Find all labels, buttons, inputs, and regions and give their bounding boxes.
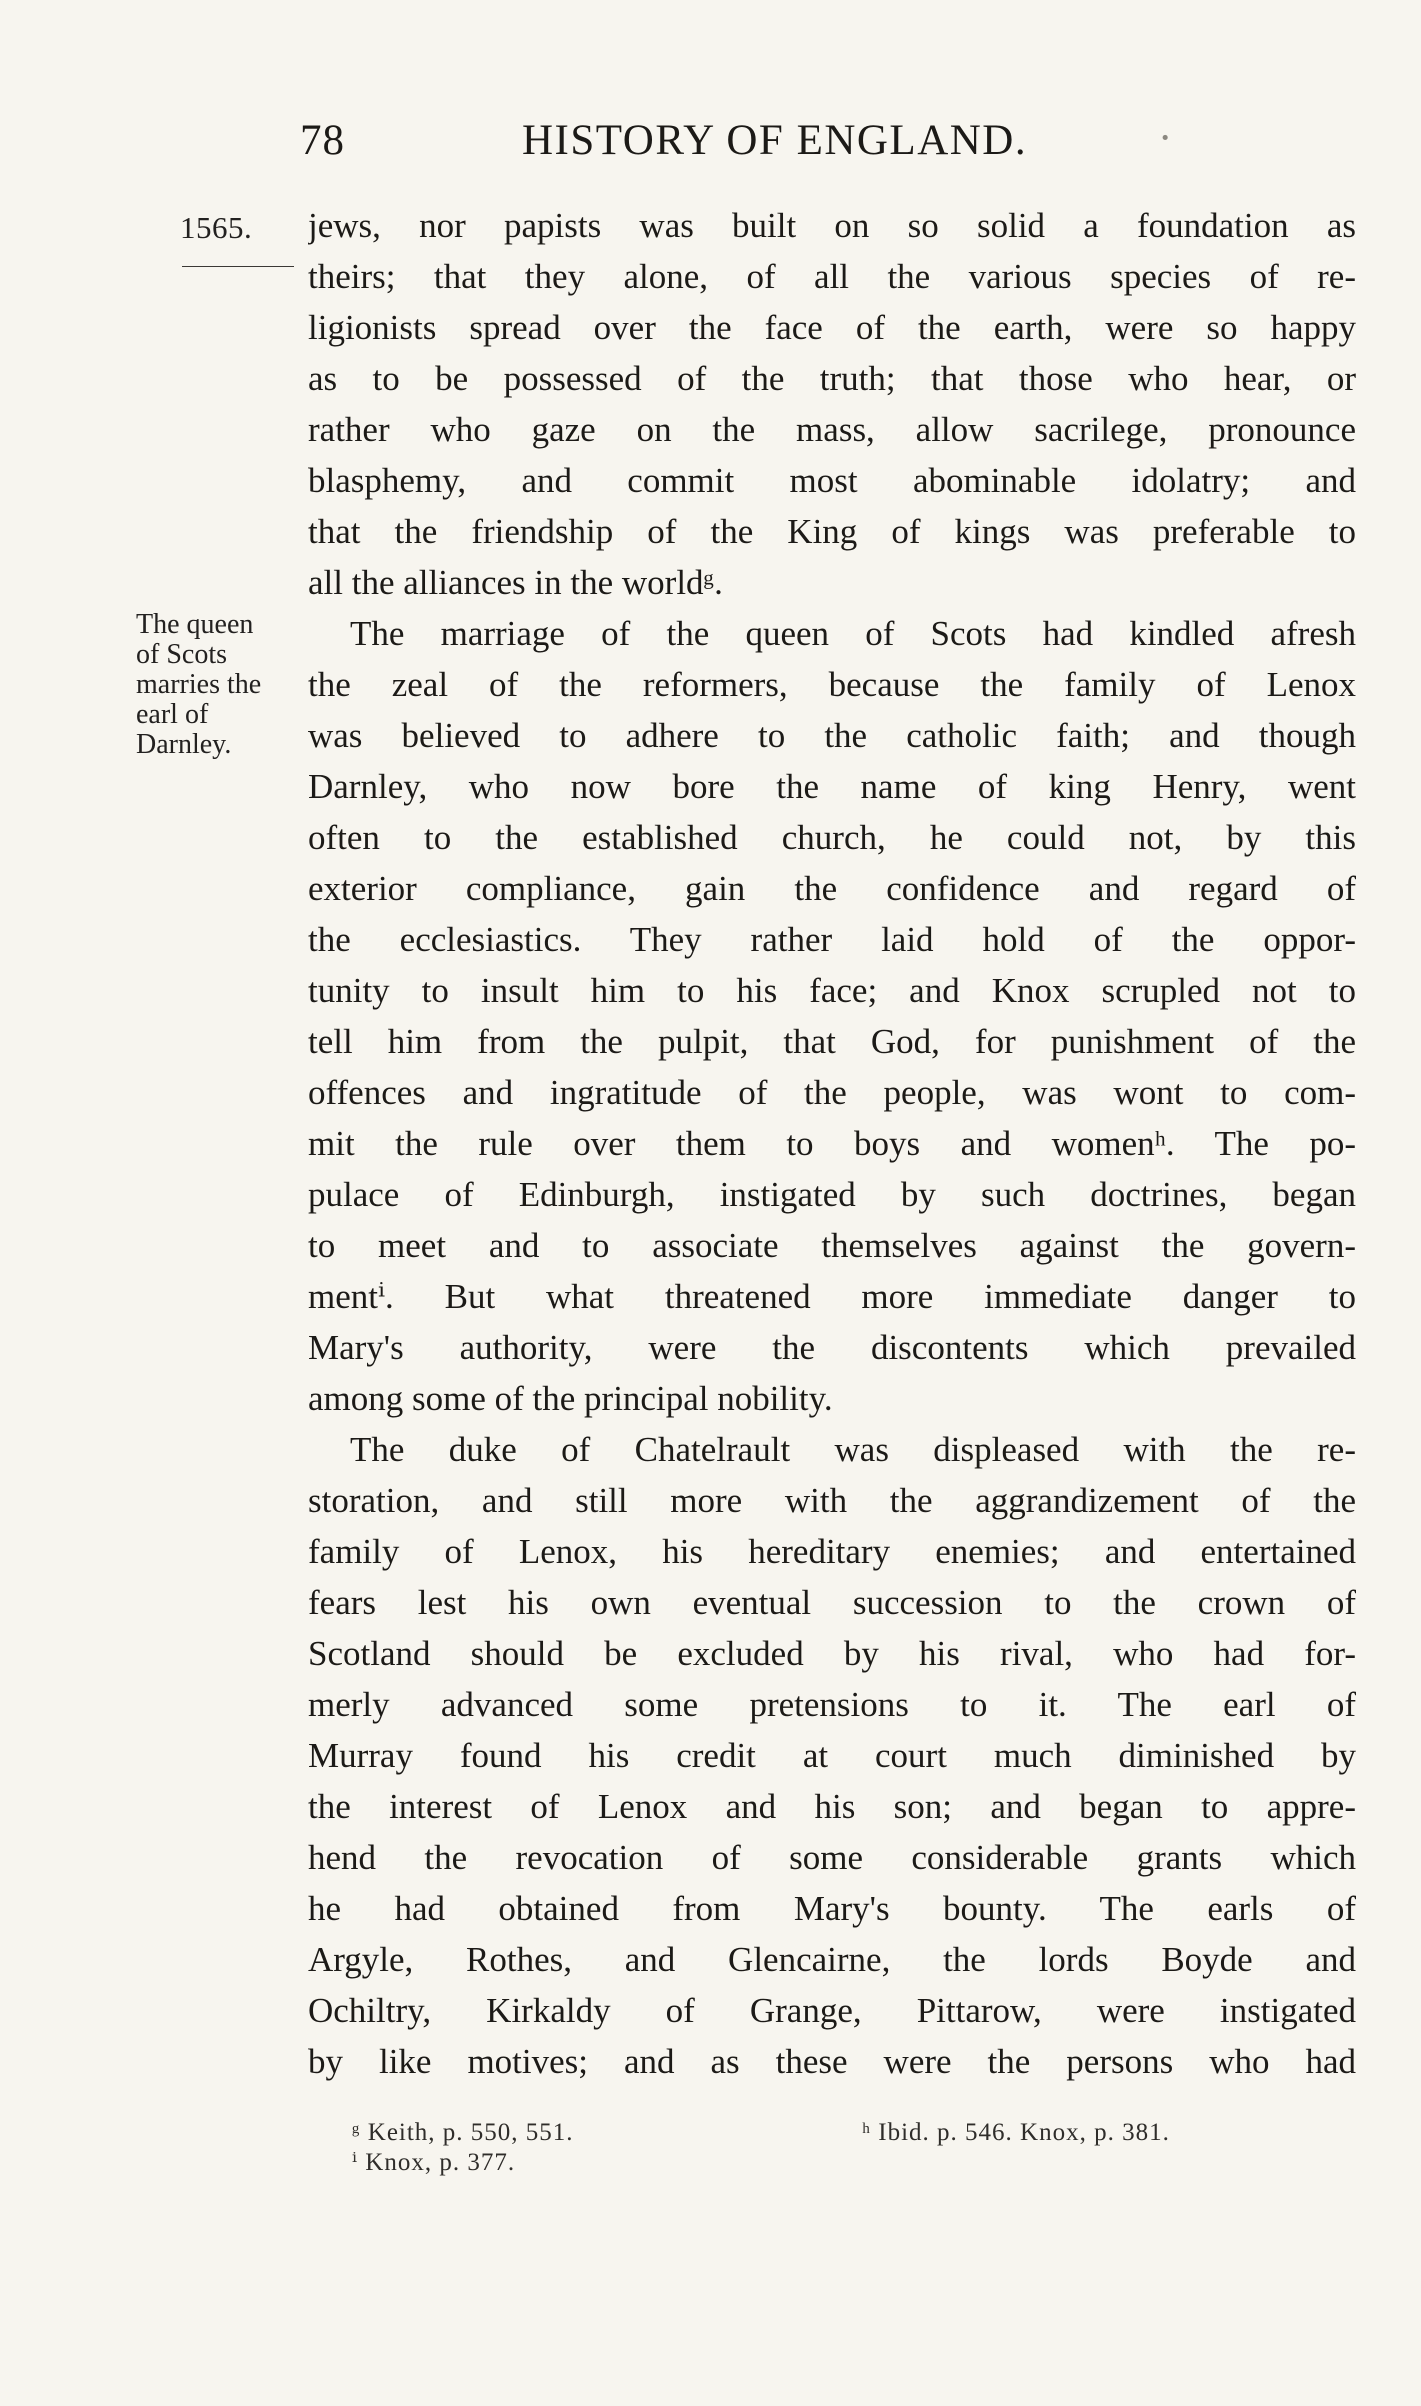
footnote-g: ᵍ Keith, p. 550, 551.	[352, 2119, 574, 2146]
header-mark: ·	[1158, 115, 1174, 162]
side-note-line: of Scots	[136, 639, 227, 670]
text-line: tunity to insult him to his face; and Knox scrupled not to	[308, 971, 1356, 1010]
text-line: Darnley, who now bore the name of king Henry, went	[308, 767, 1356, 806]
text-line: hend the revocation of some considerable grants which	[308, 1838, 1356, 1877]
text-line: theirs; that they alone, of all the various species of re-	[308, 257, 1356, 296]
text-line: offences and ingratitude of the people, was wont to com-	[308, 1073, 1356, 1112]
side-note-line: The queen	[136, 609, 254, 640]
text-line: to meet and to associate themselves against the govern-	[308, 1226, 1356, 1265]
text-line: was believed to adhere to the catholic faith; and though	[308, 716, 1356, 755]
text-line: fears lest his own eventual succession to the crown of	[308, 1583, 1356, 1622]
text-line: Mary's authority, were the discontents which prevailed	[308, 1328, 1356, 1367]
paragraph-1	[308, 200, 1356, 608]
text-line: family of Lenox, his hereditary enemies; and entertained	[308, 1532, 1356, 1571]
text-line: he had obtained from Mary's bounty. The earls of	[308, 1889, 1356, 1928]
text-line: as to be possessed of the truth; that those who hear, or	[308, 359, 1356, 398]
side-note-line: marries the	[136, 669, 262, 700]
text-line: Scotland should be excluded by his rival, who had for-	[308, 1634, 1356, 1673]
text-line: the interest of Lenox and his son; and began to appre-	[308, 1787, 1356, 1826]
paragraph-2	[308, 608, 1356, 1424]
side-margin-note	[136, 610, 284, 760]
footnote-row	[352, 2118, 1302, 2148]
side-note-line: earl of	[136, 699, 209, 730]
running-title: HISTORY OF ENGLAND.	[522, 117, 1028, 164]
text-line: merly advanced some pretensions to it. The earl of	[308, 1685, 1356, 1724]
footnotes	[352, 2118, 1302, 2178]
text-line: among some of the principal nobility.	[308, 1379, 833, 1418]
text-line: jews, nor papists was built on so solid a foundation as	[308, 206, 1356, 245]
text-line: storation, and still more with the aggrandizement of the	[308, 1481, 1356, 1520]
text-line: that the friendship of the King of kings was preferable to	[308, 512, 1356, 551]
text-line: Ochiltry, Kirkaldy of Grange, Pittarow, were instigated	[308, 1991, 1356, 2030]
footnote-h: ʰ Ibid. p. 546. Knox, p. 381.	[862, 2119, 1170, 2146]
text-line: exterior compliance, gain the confidence and regard of	[308, 869, 1356, 908]
main-text	[308, 200, 1356, 2087]
side-note-line: Darnley.	[136, 729, 232, 760]
text-line: tell him from the pulpit, that God, for punishment of the	[308, 1022, 1356, 1061]
text-line: the ecclesiastics. They rather laid hold of the oppor-	[308, 920, 1356, 959]
paragraph-3	[308, 1424, 1356, 2087]
text-line: by like motives; and as these were the persons who had	[308, 2042, 1356, 2081]
text-line: Argyle, Rothes, and Glencairne, the lords Boyde and	[308, 1940, 1356, 1979]
text-line: pulace of Edinburgh, instigated by such doctrines, began	[308, 1175, 1356, 1214]
page-number: 78	[300, 117, 345, 164]
year-margin-note: 1565.	[180, 210, 253, 245]
text-line: mit the rule over them to boys and womenʰ. The po-	[308, 1124, 1356, 1163]
page-header	[300, 116, 1360, 176]
text-line: The marriage of the queen of Scots had kindled afresh	[350, 614, 1356, 653]
text-line: all the alliances in the worldᵍ.	[308, 563, 723, 602]
footnote-i: ⁱ Knox, p. 377.	[352, 2149, 516, 2176]
footnote-row	[352, 2148, 1302, 2178]
text-line: mentⁱ. But what threatened more immediate danger to	[308, 1277, 1356, 1316]
text-line: The duke of Chatelrault was displeased with the re-	[350, 1430, 1356, 1469]
year-divider	[182, 266, 294, 267]
text-line: ligionists spread over the face of the earth, were so happy	[308, 308, 1356, 347]
text-line: Murray found his credit at court much diminished by	[308, 1736, 1356, 1775]
text-line: the zeal of the reformers, because the family of Lenox	[308, 665, 1356, 704]
text-line: blasphemy, and commit most abominable idolatry; and	[308, 461, 1356, 500]
text-line: rather who gaze on the mass, allow sacrilege, pronounce	[308, 410, 1356, 449]
text-line: often to the established church, he could not, by this	[308, 818, 1356, 857]
